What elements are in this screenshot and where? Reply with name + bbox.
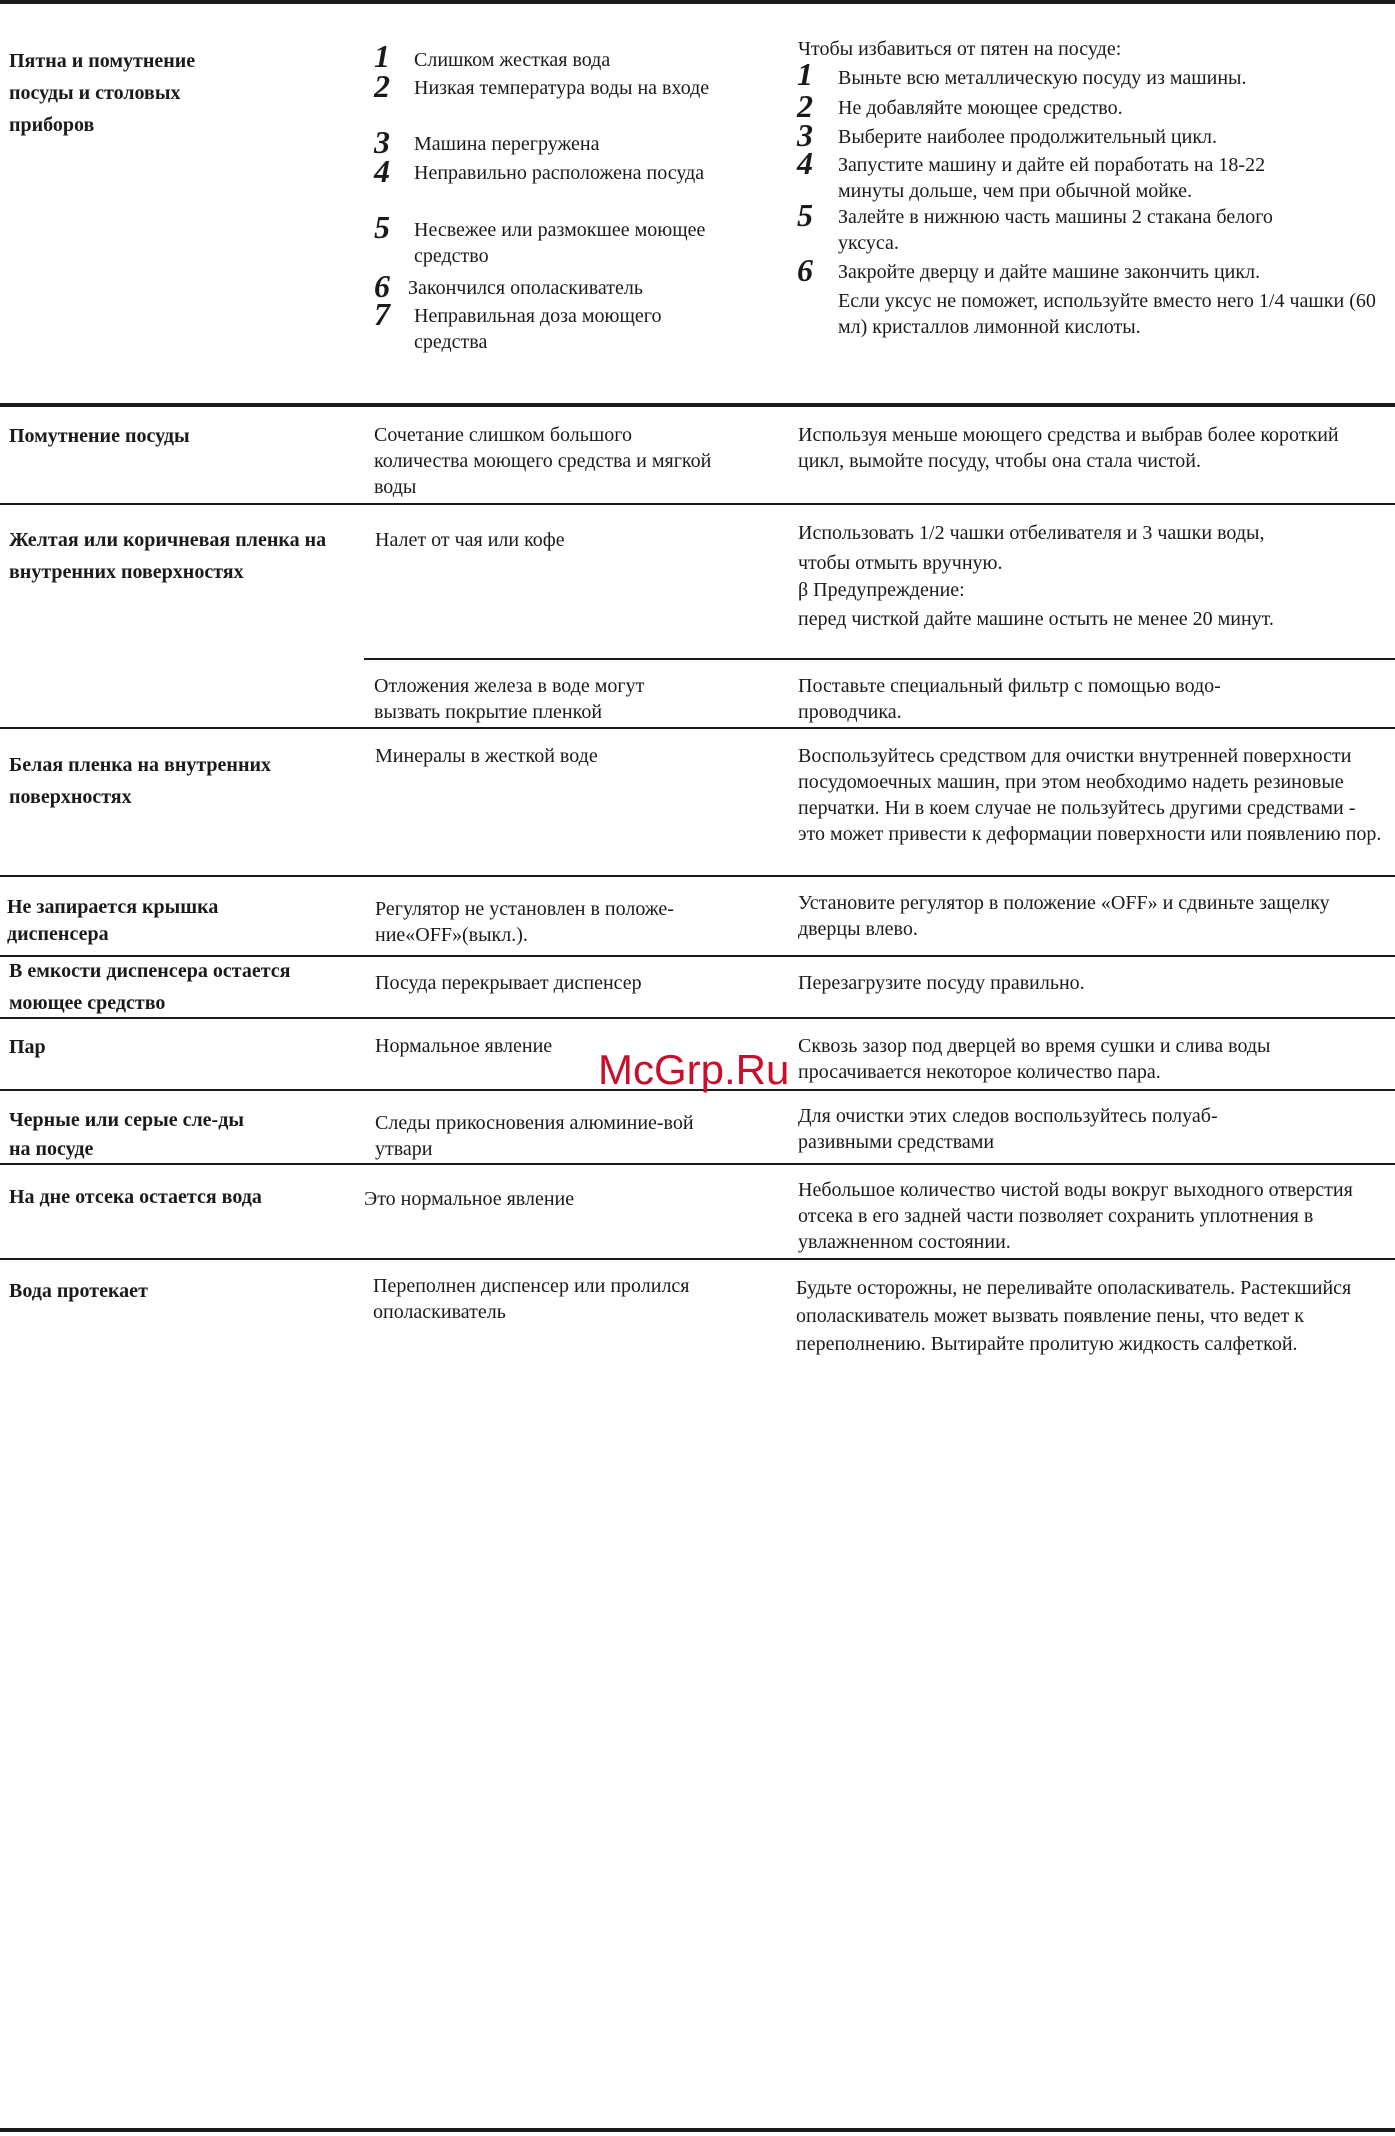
cause-normal: Нормальное явление bbox=[375, 1035, 553, 1057]
cause-item: Машина перегружена bbox=[414, 133, 600, 155]
row-divider bbox=[0, 1258, 1395, 1260]
problem-water-left: На дне отсека остается вода bbox=[9, 1186, 262, 1208]
problem-leak: Вода протекает bbox=[9, 1280, 148, 1302]
step-item: Запустите машину и дайте ей поработать на 18-22 минуты дольше, чем при обычной мойке. bbox=[838, 154, 1266, 202]
step-item: Закройте дверцу и дайте машине закончить цикл. bbox=[838, 261, 1261, 283]
cause-number: 4 bbox=[374, 153, 390, 189]
solution-abrasive: Для очистки этих следов воспользуйтесь полуаб-разивными средствами bbox=[798, 1105, 1218, 1153]
step-number: 1 bbox=[797, 56, 813, 92]
row-divider bbox=[0, 1017, 1395, 1019]
cause-item: Слишком жесткая вода bbox=[414, 49, 611, 71]
solution-note: Если уксус не поможет, используйте вместо него 1/4 чашки (60 мл) кристаллов лимонной кислоты. bbox=[838, 290, 1376, 338]
step-number: 4 bbox=[797, 145, 813, 181]
solution-steam: Сквозь зазор под дверцей во время сушки и слива воды просачивается некоторое количество пара. bbox=[798, 1035, 1271, 1083]
cause-number: 3 bbox=[374, 124, 390, 160]
cause-overfill: Переполнен диспенсер или пролился ополаскиватель bbox=[373, 1275, 690, 1323]
row-divider bbox=[0, 503, 1395, 505]
solution-intro: Чтобы избавиться от пятен на посуде: bbox=[798, 38, 1122, 60]
cause-normal-water: Это нормальное явление bbox=[364, 1188, 575, 1210]
solution-filter: Поставьте специальный фильтр с помощью водо-проводчика. bbox=[798, 675, 1221, 723]
cause-number: 7 bbox=[374, 296, 390, 332]
row-divider bbox=[0, 875, 1395, 877]
cause-item: Неправильно расположена посуда bbox=[414, 162, 705, 184]
cause-iron: Отложения железа в воде могут вызвать покрытие пленкой bbox=[374, 675, 645, 723]
step-item: Залейте в нижнюю часть машины 2 стакана белого уксуса. bbox=[838, 206, 1273, 254]
cause-number: 1 bbox=[374, 38, 390, 74]
row-divider bbox=[0, 727, 1395, 729]
cause-item: Несвежее или размокшее моющее средство bbox=[414, 219, 706, 267]
row-divider bbox=[0, 403, 1395, 407]
cause-number: 6 bbox=[374, 268, 390, 304]
cause-item: Закончился ополаскиватель bbox=[408, 277, 643, 299]
step-item: Не добавляйте моющее средство. bbox=[838, 97, 1123, 119]
top-rule bbox=[0, 0, 1395, 4]
step-number: 3 bbox=[797, 117, 813, 153]
problem-black-marks: Черные или серые сле-ды на посуде bbox=[9, 1109, 244, 1160]
bottom-rule bbox=[0, 2128, 1395, 2132]
cause-cloudy: Сочетание слишком большого количества моющего средства и мягкой воды bbox=[374, 424, 712, 498]
solution-seals: Небольшое количество чистой воды вокруг выходного отверстия отсека в его задней части позволяет сохранить уплотнения в увлажненном состоянии. bbox=[798, 1179, 1353, 1253]
cause-tea-coffee: Налет от чая или кофе bbox=[375, 529, 565, 551]
step-item: Выберите наиболее продолжительный цикл. bbox=[838, 126, 1218, 148]
solution-regulator: Установите регулятор в положение «OFF» и сдвиньте защелку дверцы влево. bbox=[798, 892, 1330, 940]
step-number: 2 bbox=[797, 88, 813, 124]
step-item: Выньте всю металлическую посуду из машины. bbox=[838, 67, 1247, 89]
site-watermark: McGrp.Ru bbox=[598, 1046, 790, 1093]
solution-careful: Будьте осторожны, не переливайте ополаскиватель. Растекшийся ополаскиватель может вызвать появление пены, что ведет к переполнению. Вытирайте пролитую жидкость салфеткой. bbox=[796, 1277, 1352, 1355]
row-subdivider bbox=[364, 658, 1395, 660]
solution-cloudy: Используя меньше моющего средства и выбрав более короткий цикл, вымойте посуду, чтобы она стала чистой. bbox=[798, 424, 1339, 472]
cause-dishes-block: Посуда перекрывает диспенсер bbox=[375, 972, 642, 994]
solution-reload: Перезагрузите посуду правильно. bbox=[798, 972, 1085, 994]
problem-dispenser-lid: Не запирается крышка диспенсера bbox=[7, 896, 219, 945]
cause-regulator: Регулятор не установлен в положе-ние«OFF»(выкл.). bbox=[375, 898, 674, 946]
warning-text: перед чисткой дайте машине остыть не менее 20 минут. bbox=[798, 608, 1274, 630]
cause-minerals: Минералы в жесткой воде bbox=[375, 745, 598, 767]
warning-label: β Предупреждение: bbox=[798, 579, 965, 601]
problem-steam: Пар bbox=[9, 1036, 46, 1058]
problem-cloudy-dishes: Помутнение посуды bbox=[9, 425, 190, 447]
step-number: 6 bbox=[797, 252, 813, 288]
cause-item: Неправильная доза моющего средства bbox=[414, 305, 662, 353]
cause-number: 2 bbox=[374, 68, 390, 104]
step-number: 5 bbox=[797, 197, 813, 233]
cause-aluminum: Следы прикосновения алюминие-вой утвари bbox=[375, 1112, 694, 1160]
solution-bleach: Использовать 1/2 чашки отбеливателя и 3 чашки воды, чтобы отмыть вручную. bbox=[798, 522, 1265, 574]
problem-white-film: Белая пленка на внутренних поверхностях bbox=[9, 754, 271, 808]
cause-item: Низкая температура воды на входе bbox=[414, 77, 710, 99]
problem-spots: Пятна и помутнение посуды и столовых приборов bbox=[9, 50, 196, 136]
cause-number: 5 bbox=[374, 209, 390, 245]
problem-yellow-film: Желтая или коричневая пленка на внутренних поверхностях bbox=[9, 529, 327, 583]
row-divider bbox=[0, 1163, 1395, 1165]
problem-detergent-left: В емкости диспенсера остается моющее средство bbox=[9, 960, 291, 1014]
solution-cleaner: Воспользуйтесь средством для очистки внутренней поверхности посудомоечных машин, при этом необходимо надеть резиновые перчатки. Ни в коем случае не пользуйтесь другими средствами - это может привести к деформации поверхности или появлению пор. bbox=[798, 745, 1382, 845]
